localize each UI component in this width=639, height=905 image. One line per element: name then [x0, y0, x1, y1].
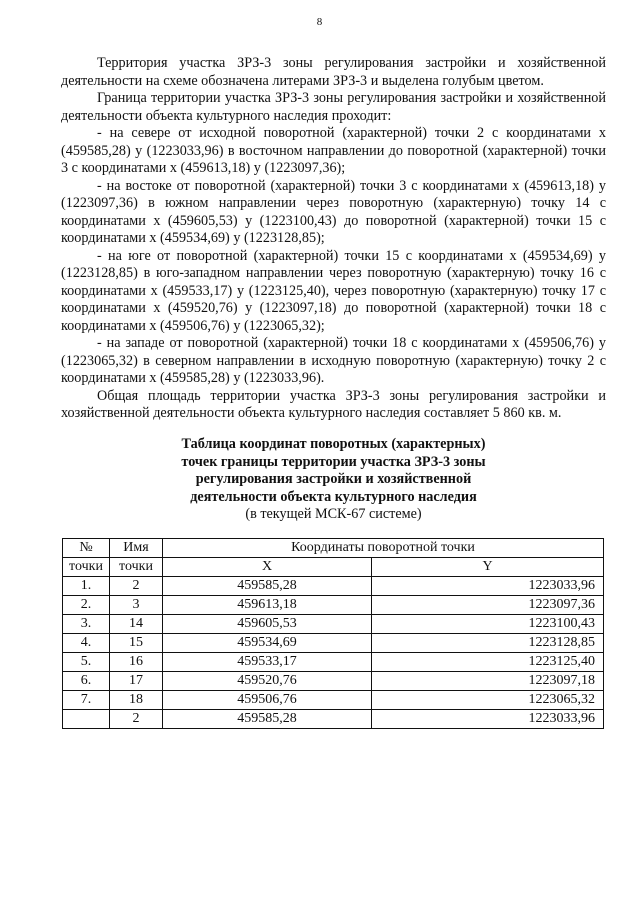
table-row — [63, 710, 604, 729]
cell-x: 459585,28 — [163, 710, 372, 729]
table-header-row — [63, 539, 604, 558]
cell-num: 4. — [63, 634, 110, 653]
cell-name: 3 — [110, 596, 163, 615]
table-title-line: точек границы территории участка ЗРЗ-3 зоны — [181, 453, 486, 470]
cell-num: 1. — [63, 577, 110, 596]
cell-name: 14 — [110, 615, 163, 634]
cell-name: 17 — [110, 672, 163, 691]
table-row — [63, 615, 604, 634]
cell-num: 2. — [63, 596, 110, 615]
cell-name: 15 — [110, 634, 163, 653]
table-row — [63, 634, 604, 653]
cell-num: 5. — [63, 653, 110, 672]
cell-num: 7. — [63, 691, 110, 710]
table-title-line: деятельности объекта культурного наследия — [190, 488, 477, 505]
cell-y: 1223033,96 — [372, 577, 604, 596]
header-num-sub: точки — [63, 558, 110, 577]
cell-y: 1223125,40 — [372, 653, 604, 672]
cell-name: 2 — [110, 710, 163, 729]
cell-x: 459585,28 — [163, 577, 372, 596]
paragraph-east-boundary: - на востоке от поворотной (характерной) точки 3 с координатами х (459613,18) у (1223097,36) в южном направлении через поворотную (характерную) точку 14 с координатами х (459605,53) у (1223100,43) до поворотной (характерной) точки 15 с координатами х (459534,69) у (1223128,85); — [61, 177, 606, 246]
paragraph-total-area: Общая площадь территории участка ЗРЗ-3 зоны регулирования застройки и хозяйственной деятельности объекта культурного наследия составляет 5 860 кв. м. — [61, 387, 606, 421]
cell-x: 459533,17 — [163, 653, 372, 672]
table-title-line: регулирования застройки и хозяйственной — [195, 471, 472, 487]
table-row — [63, 596, 604, 615]
paragraph-south-boundary: - на юге от поворотной (характерной) точки 15 с координатами х (459534,69) у (1223128,85) в юго-западном направлении через поворотную (характерную) точку 16 с координатами х (459533,17) у (1223125,40), через поворотную (характерную) точку 17 с координатами х (459520,76) у (1223097,18) до поворотной (характерной) точки 18 с координатами х (459506,76) у (1223065,32); — [61, 247, 606, 334]
cell-y: 1223065,32 — [372, 691, 604, 710]
cell-num: 6. — [63, 672, 110, 691]
cell-y: 1223100,43 — [372, 615, 604, 634]
cell-name: 16 — [110, 653, 163, 672]
paragraph-zone-designation: Территория участка ЗРЗ-3 зоны регулирования застройки и хозяйственной деятельности на схеме обозначена литерами ЗРЗ-3 и выделена голубым цветом. — [61, 55, 606, 89]
table-subtitle: (в текущей МСК-67 системе) — [245, 506, 422, 522]
header-name: Имя — [110, 539, 163, 558]
cell-x: 459520,76 — [163, 672, 372, 691]
cell-x: 459605,53 — [163, 615, 372, 634]
cell-name: 18 — [110, 691, 163, 710]
header-num: № — [63, 539, 110, 558]
cell-y: 1223033,96 — [372, 710, 604, 729]
header-y: Y — [372, 558, 604, 577]
paragraph-north-boundary: - на севере от исходной поворотной (характерной) точки 2 с координатами х (459585,28) у (1223033,96) в восточном направлении до поворотной (характерной) точки 3 с координатами х (459613,18) у (1223097,36); — [61, 125, 606, 176]
document-body — [61, 55, 606, 423]
cell-y: 1223097,36 — [372, 596, 604, 615]
cell-num — [63, 710, 110, 729]
cell-y: 1223097,18 — [372, 672, 604, 691]
table-row — [63, 577, 604, 596]
cell-x: 459506,76 — [163, 691, 372, 710]
coordinates-table — [62, 538, 604, 729]
table-title-line: Таблица координат поворотных (характерных) — [181, 436, 486, 452]
table-title — [61, 436, 606, 524]
table-body — [63, 577, 604, 729]
cell-num: 3. — [63, 615, 110, 634]
table-header-row — [63, 558, 604, 577]
cell-y: 1223128,85 — [372, 634, 604, 653]
paragraph-boundary-intro: Граница территории участка ЗРЗ-3 зоны регулирования застройки и хозяйственной деятельности объекта культурного наследия проходит: — [61, 90, 606, 124]
header-x: X — [163, 558, 372, 577]
table-row — [63, 672, 604, 691]
table-row — [63, 653, 604, 672]
cell-x: 459613,18 — [163, 596, 372, 615]
cell-x: 459534,69 — [163, 634, 372, 653]
header-name-sub: точки — [110, 558, 163, 577]
table-row — [63, 691, 604, 710]
paragraph-west-boundary: - на западе от поворотной (характерной) точки 18 с координатами х (459506,76) у (1223065,32) в северном направлении в исходную поворотную (характерную) точку 2 с координатами х (459585,28) у (1223033,96). — [61, 335, 606, 386]
cell-name: 2 — [110, 577, 163, 596]
header-coords: Координаты поворотной точки — [163, 539, 604, 558]
page-number: 8 — [316, 16, 323, 28]
